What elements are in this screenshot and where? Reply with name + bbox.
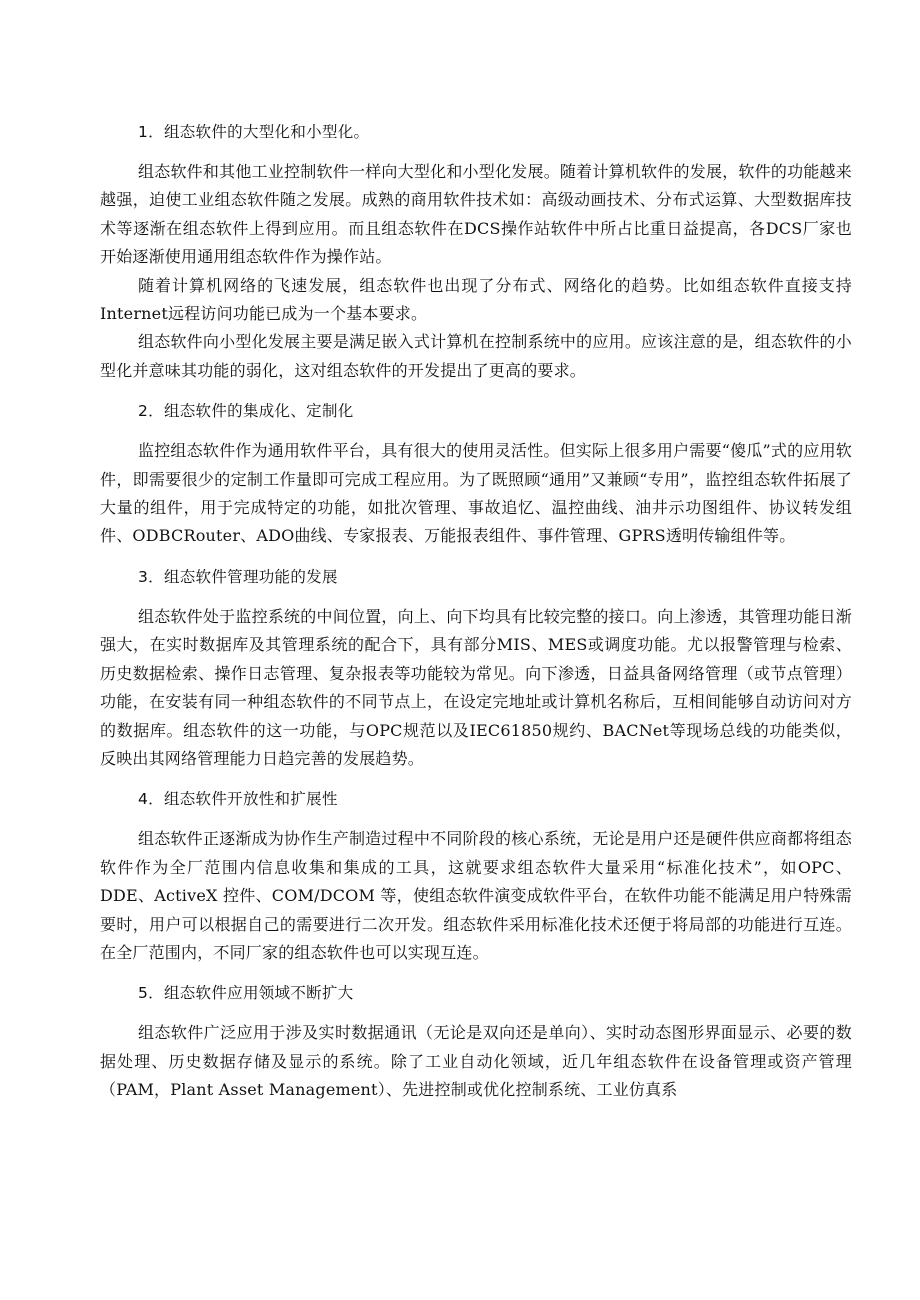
section-heading: 3．组态软件管理功能的发展 <box>138 567 338 586</box>
paragraph: 组态软件广泛应用于涉及实时数据通讯（无论是双向还是单向）、实时动态图形界面显示、必要的数据处理、历史数据存储及显示的系统。除了工业自动化领域，近几年组态软件在设备管理或资产管理（PAM，Plant Asset Management）、先进控制或优化控制系统、工业仿真系 <box>100 1023 852 1100</box>
paragraph: 监控组态软件作为通用软件平台，具有很大的使用灵活性。但实际上很多用户需要“傻瓜”式的应用软件，即需要很少的定制工作量即可完成工程应用。为了既照顾“通用”又兼顾“专用”，监控组态软件拓展了大量的组件，用于完成特定的功能，如批次管理、事故追忆、温控曲线、油井示功图组件、协议转发组件、ODBCRouter、ADO曲线、专家报表、万能报表组件、事件管理、GPRS透明传输组件等。 <box>100 441 852 546</box>
paragraph: 组态软件和其他工业控制软件一样向大型化和小型化发展。随着计算机软件的发展，软件的功能越来越强，迫使工业组态软件随之发展。成熟的商用软件技术如：高级动画技术、分布式运算、大型数据库技术等逐渐在组态软件上得到应用。而且组态软件在DCS操作站软件中所占比重日益提高，各DCS厂家也开始逐渐使用通用组态软件作为操作站。 <box>100 162 852 267</box>
section-large-small <box>100 118 852 385</box>
section-openness-extensibility <box>100 785 852 967</box>
section-application-fields <box>100 979 852 1104</box>
section-heading: 1．组态软件的大型化和小型化。 <box>138 123 370 141</box>
section-management-functions <box>100 563 852 773</box>
paragraph: 组态软件向小型化发展主要是满足嵌入式计算机在控制系统中的应用。应该注意的是，组态软件的小型化并意味其功能的弱化，这对组态软件的开发提出了更高的要求。 <box>100 332 852 380</box>
document-page <box>100 118 852 1105</box>
section-heading: 4．组态软件开放性和扩展性 <box>138 790 338 809</box>
paragraph: 随着计算机网络的飞速发展，组态软件也出现了分布式、网络化的趋势。比如组态软件直接支持Internet远程访问功能已成为一个基本要求。 <box>100 275 852 324</box>
section-integration-customization <box>100 397 852 551</box>
paragraph: 组态软件正逐渐成为协作生产制造过程中不同阶段的核心系统，无论是用户还是硬件供应商都将组态软件作为全厂范围内信息收集和集成的工具，这就要求组态软件大量采用“标准化技术”，如OPC、DDE、ActiveX 控件、COM/DCOM 等，使组态软件演变成软件平台，在软件功能不能满足用户特殊需要时，用户可以根据自己的需要进行二次开发。组态软件采用标准化技术还便于将局部的功能进行互连。在全厂范围内，不同厂家的组态软件也可以实现互连。 <box>100 829 852 962</box>
section-heading: 5．组态软件应用领域不断扩大 <box>138 984 354 1003</box>
paragraph: 组态软件处于监控系统的中间位置，向上、向下均具有比较完整的接口。向上渗透，其管理功能日渐强大，在实时数据库及其管理系统的配合下，具有部分MIS、MES或调度功能。尤以报警管理与检索、历史数据检索、操作日志管理、复杂报表等功能较为常见。向下渗透，日益具备网络管理（或节点管理）功能，在安装有同一种组态软件的不同节点上，在设定完地址或计算机名称后，互相间能够自动访问对方的数据库。组态软件的这一功能，与OPC规范以及IEC61850规约、BACNet等现场总线的功能类似，反映出其网络管理能力日趋完善的发展趋势。 <box>100 606 852 768</box>
section-heading: 2．组态软件的集成化、定制化 <box>138 402 354 421</box>
